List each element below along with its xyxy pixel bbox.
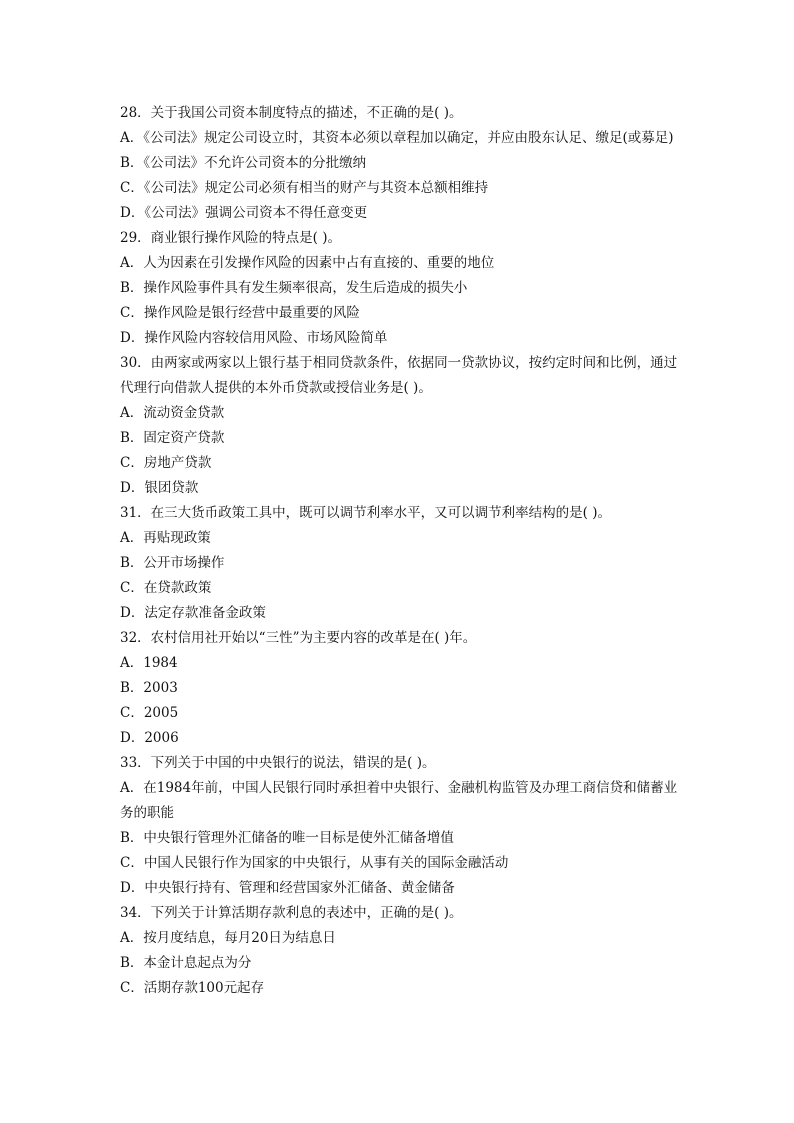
option-a: A．人为因素在引发操作风险的因素中占有直接的、重要的地位 (120, 255, 495, 271)
option-c: C．在贷款政策 (120, 580, 212, 596)
option-c: C．操作风险是银行经营中最重要的风险 (120, 305, 360, 321)
option-c: C．活期存款100元起存 (120, 980, 265, 996)
question-stem: 29．商业银行操作风险的特点是( )。 (120, 230, 342, 246)
option-d: D．操作风险内容较信用风险、市场风险简单 (120, 330, 388, 346)
option-b: B．公开市场操作 (120, 555, 225, 571)
option-a: A．再贴现政策 (120, 530, 211, 546)
question-stem: 32．农村信用社开始以“三性”为主要内容的改革是在( )年。 (120, 630, 477, 646)
question-28 (120, 101, 680, 226)
question-34 (120, 901, 680, 1001)
option-b: B．操作风险事件具有发生频率很高，发生后造成的损失小 (120, 280, 468, 296)
option-a: A．在1984年前，中国人民银行同时承担着中央银行、金融机构监管及办理工商信贷和储蓄业务的职能 (120, 780, 678, 821)
option-a: A．流动资金贷款 (120, 405, 225, 421)
option-b: B．《公司法》不允许公司资本的分批缴纳 (120, 155, 367, 171)
question-33 (120, 751, 680, 901)
question-30 (120, 351, 680, 501)
option-a: A．1984 (120, 655, 178, 671)
question-stem: 33．下列关于中国的中央银行的说法，错误的是( )。 (120, 755, 436, 771)
question-31 (120, 501, 680, 626)
question-stem: 28．关于我国公司资本制度特点的描述，不正确的是( )。 (120, 105, 463, 121)
question-32 (120, 626, 680, 751)
option-c: C．中国人民银行作为国家的中央银行，从事有关的国际金融活动 (120, 855, 509, 871)
question-stem: 31．在三大货币政策工具中，既可以调节利率水平，又可以调节利率结构的是( )。 (120, 505, 612, 521)
option-b: B．2003 (120, 680, 178, 696)
option-d: D．中央银行持有、管理和经营国家外汇储备、黄金储备 (120, 880, 455, 896)
document-page (120, 101, 680, 1001)
option-d: D．2006 (120, 730, 179, 746)
option-c: C．房地产贷款 (120, 455, 212, 471)
option-b: B．中央银行管理外汇储备的唯一目标是使外汇储备增值 (120, 830, 454, 846)
option-d: D．《公司法》强调公司资本不得任意变更 (120, 205, 368, 221)
option-c: C．《公司法》规定公司必须有相当的财产与其资本总额相维持 (120, 180, 489, 196)
option-a: A．按月度结息，每月20日为结息日 (120, 930, 336, 946)
question-stem: 30．由两家或两家以上银行基于相同贷款条件，依据同一贷款协议，按约定时间和比例，通过代理行向借款人提供的本外币贷款或授信业务是( )。 (120, 355, 678, 396)
question-stem: 34．下列关于计算活期存款利息的表述中，正确的是( )。 (120, 905, 463, 921)
option-c: C．2005 (120, 705, 179, 721)
option-a: A．《公司法》规定公司设立时，其资本必须以章程加以确定，并应由股东认足、缴足(或募足) (120, 130, 674, 146)
option-d: D．法定存款准备金政策 (120, 605, 266, 621)
option-b: B．本金计息起点为分 (120, 955, 252, 971)
option-d: D．银团贷款 (120, 480, 199, 496)
question-29 (120, 226, 680, 351)
option-b: B．固定资产贷款 (120, 430, 225, 446)
